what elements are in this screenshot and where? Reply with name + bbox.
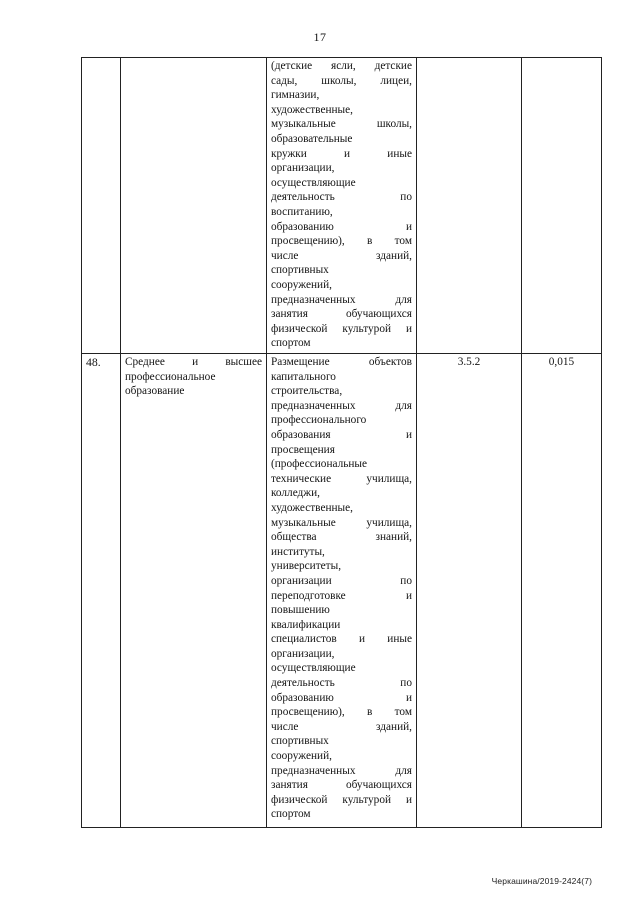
description-line: предназначенных для — [271, 399, 412, 412]
description-line: (профессиональные — [271, 458, 368, 471]
description-line: организации по — [271, 574, 412, 587]
description-line: организации, — [271, 162, 335, 175]
description-line: сады, школы, лицеи, — [271, 74, 412, 87]
name-line: образование — [125, 385, 185, 398]
description-line: спортом — [271, 337, 311, 350]
description-line: спортом — [271, 808, 311, 821]
description-line: физической культурой и — [271, 322, 412, 335]
description-line: воспитанию, — [271, 205, 333, 218]
description-line: (детские ясли, детские — [271, 60, 412, 72]
description-line: капитального — [271, 370, 336, 383]
description-line: сооружений, — [271, 278, 332, 291]
description-line: занятия обучающихся — [271, 779, 412, 792]
description-line: кружки и иные — [271, 147, 412, 160]
description-line: технические училища, — [271, 472, 412, 485]
description-line: организации, — [271, 647, 335, 660]
description-line: сооружений, — [271, 750, 332, 763]
description-line: числе зданий, — [271, 720, 412, 733]
description-line: строительства, — [271, 385, 343, 398]
classifier-code-cell — [417, 58, 522, 354]
use-description-cell — [267, 58, 417, 354]
description-line: спортивных — [271, 735, 329, 748]
description-line: образования и — [271, 428, 412, 441]
description-line: художественные, — [271, 501, 353, 514]
description-line: специалистов и иные — [271, 633, 412, 646]
use-type-name-cell — [121, 354, 267, 828]
description-line: деятельность по — [271, 677, 412, 690]
description-line: Размещение объектов — [271, 356, 412, 368]
description-line: числе зданий, — [271, 249, 412, 262]
description-line: гимназии, — [271, 89, 320, 102]
description-line: просвещению), в том — [271, 235, 412, 248]
description-line: осуществляющие — [271, 176, 356, 189]
description-line: предназначенных для — [271, 764, 412, 777]
description-line: повышению — [271, 604, 330, 617]
use-type-name-cell — [121, 58, 267, 354]
description-line: образовательные — [271, 132, 353, 145]
description-line: колледжи, — [271, 487, 320, 500]
description-line: художественные, — [271, 103, 353, 116]
description-line: образованию и — [271, 691, 412, 704]
ratio-cell — [522, 58, 602, 354]
description-line: просвещению), в том — [271, 706, 412, 719]
description-line: предназначенных для — [271, 293, 412, 306]
description-line: квалификации — [271, 618, 341, 631]
land-use-table — [81, 57, 602, 828]
description-line: занятия обучающихся — [271, 308, 412, 321]
name-line: профессиональное — [125, 370, 216, 383]
row-number-cell: 48. — [82, 354, 121, 828]
description-line: институты, — [271, 545, 325, 558]
ratio-cell: 0,015 — [522, 354, 602, 828]
page-number: 17 — [313, 30, 327, 44]
table-row — [82, 58, 602, 354]
description-line: университеты, — [271, 560, 342, 573]
description-line: профессионального — [271, 414, 367, 427]
table-row — [82, 354, 602, 828]
document-footer-ref: Черкашина/2019-2424(7) — [491, 876, 592, 886]
description-line: образованию и — [271, 220, 412, 233]
description-line: осуществляющие — [271, 662, 356, 675]
classifier-code-cell: 3.5.2 — [417, 354, 522, 828]
use-description-cell — [267, 354, 417, 828]
name-line: Среднее и высшее — [125, 356, 262, 368]
description-line: переподготовке и — [271, 589, 412, 602]
description-line: физической культурой и — [271, 793, 412, 806]
description-line: музыкальные школы, — [271, 118, 412, 131]
row-number-cell — [82, 58, 121, 354]
description-line: музыкальные училища, — [271, 516, 412, 529]
description-line: просвещения — [271, 443, 335, 456]
description-line: спортивных — [271, 264, 329, 277]
description-line: общества знаний, — [271, 531, 412, 544]
description-line: деятельность по — [271, 191, 412, 204]
